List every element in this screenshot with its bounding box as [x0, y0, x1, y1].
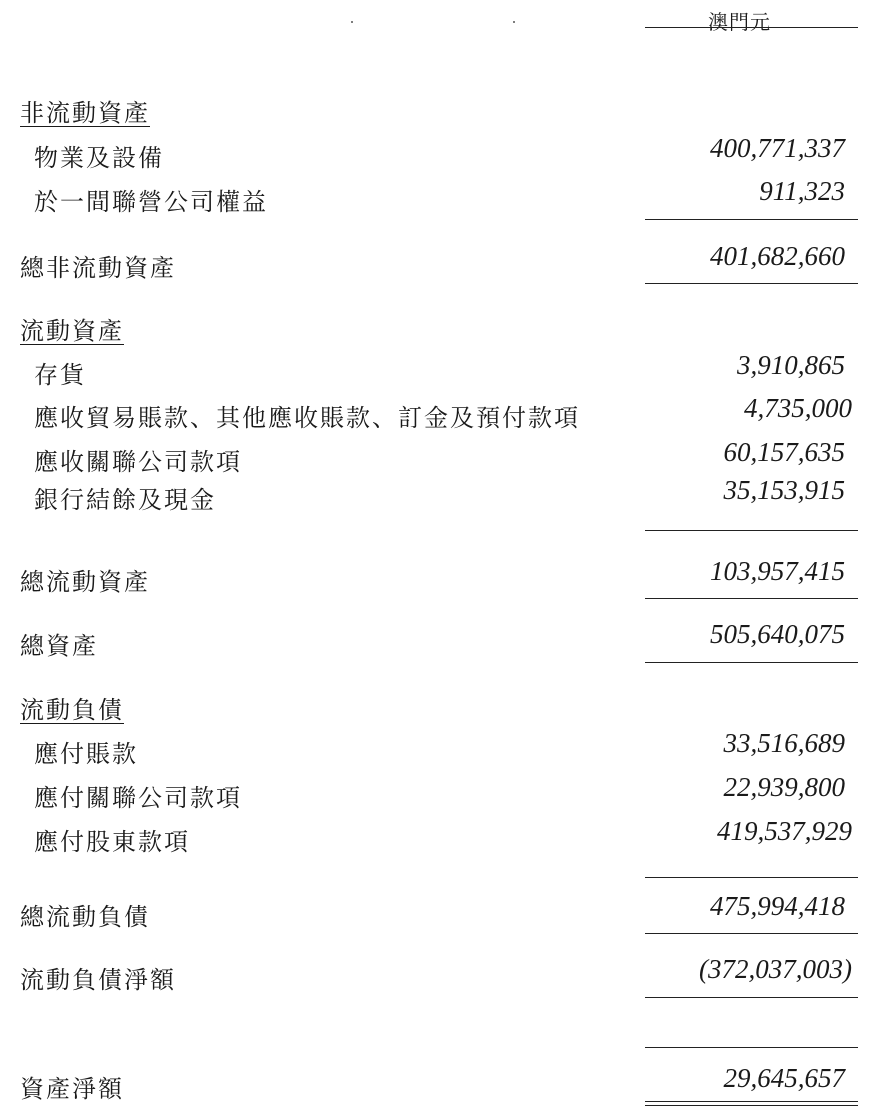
currency-header: 澳門元 [708, 10, 771, 34]
grand-total-double-rule [645, 1101, 858, 1106]
label-associate-interest: 於一間聯營公司權益 [34, 188, 268, 216]
heading-current-assets: 流動資產 [20, 317, 124, 345]
total-rule [645, 662, 858, 663]
value-inventory: 3,910,865 [737, 350, 845, 380]
label-total-assets: 總資產 [20, 632, 98, 660]
total-rule [645, 283, 858, 284]
currency-rule [645, 27, 858, 28]
label-net-assets: 資產淨額 [20, 1075, 124, 1103]
label-total-non-current-assets: 總非流動資產 [20, 254, 176, 282]
total-rule [645, 598, 858, 599]
value-shareholder-payables: 419,537,929 [717, 816, 852, 846]
value-related-party-payables: 22,939,800 [723, 772, 845, 802]
scan-speck [351, 21, 353, 23]
label-shareholder-payables: 應付股東款項 [34, 828, 190, 856]
label-bank-balances: 銀行結餘及現金 [34, 486, 216, 514]
value-total-current-liabilities: 475,994,418 [710, 891, 845, 921]
total-rule [645, 933, 858, 934]
label-inventory: 存貨 [34, 361, 86, 389]
value-net-current-liabilities: (372,037,003) [699, 954, 852, 984]
total-rule [645, 997, 858, 998]
value-bank-balances: 35,153,915 [723, 475, 845, 505]
subtotal-rule [645, 1047, 858, 1048]
label-property-equipment: 物業及設備 [34, 144, 164, 172]
value-total-non-current-assets: 401,682,660 [710, 241, 845, 271]
value-trade-receivables: 4,735,000 [744, 393, 852, 423]
value-accounts-payable: 33,516,689 [723, 728, 845, 758]
subtotal-rule [645, 219, 858, 220]
label-related-party-receivables: 應收關聯公司款項 [34, 448, 242, 476]
label-total-current-liabilities: 總流動負債 [20, 903, 150, 931]
heading-current-liabilities: 流動負債 [20, 696, 124, 724]
subtotal-rule [645, 877, 858, 878]
value-related-party-receivables: 60,157,635 [723, 437, 845, 467]
value-total-current-assets: 103,957,415 [710, 556, 845, 586]
label-total-current-assets: 總流動資產 [20, 568, 150, 596]
heading-non-current-assets: 非流動資產 [20, 99, 150, 127]
value-net-assets: 29,645,657 [723, 1063, 845, 1093]
value-property-equipment: 400,771,337 [710, 133, 845, 163]
label-net-current-liabilities: 流動負債淨額 [20, 966, 176, 994]
value-total-assets: 505,640,075 [710, 619, 845, 649]
subtotal-rule [645, 530, 858, 531]
value-associate-interest: 911,323 [759, 176, 845, 206]
scan-speck [513, 21, 515, 23]
label-trade-receivables: 應收貿易賬款、其他應收賬款、訂金及預付款項 [34, 404, 580, 432]
label-related-party-payables: 應付關聯公司款項 [34, 784, 242, 812]
label-accounts-payable: 應付賬款 [34, 740, 138, 768]
